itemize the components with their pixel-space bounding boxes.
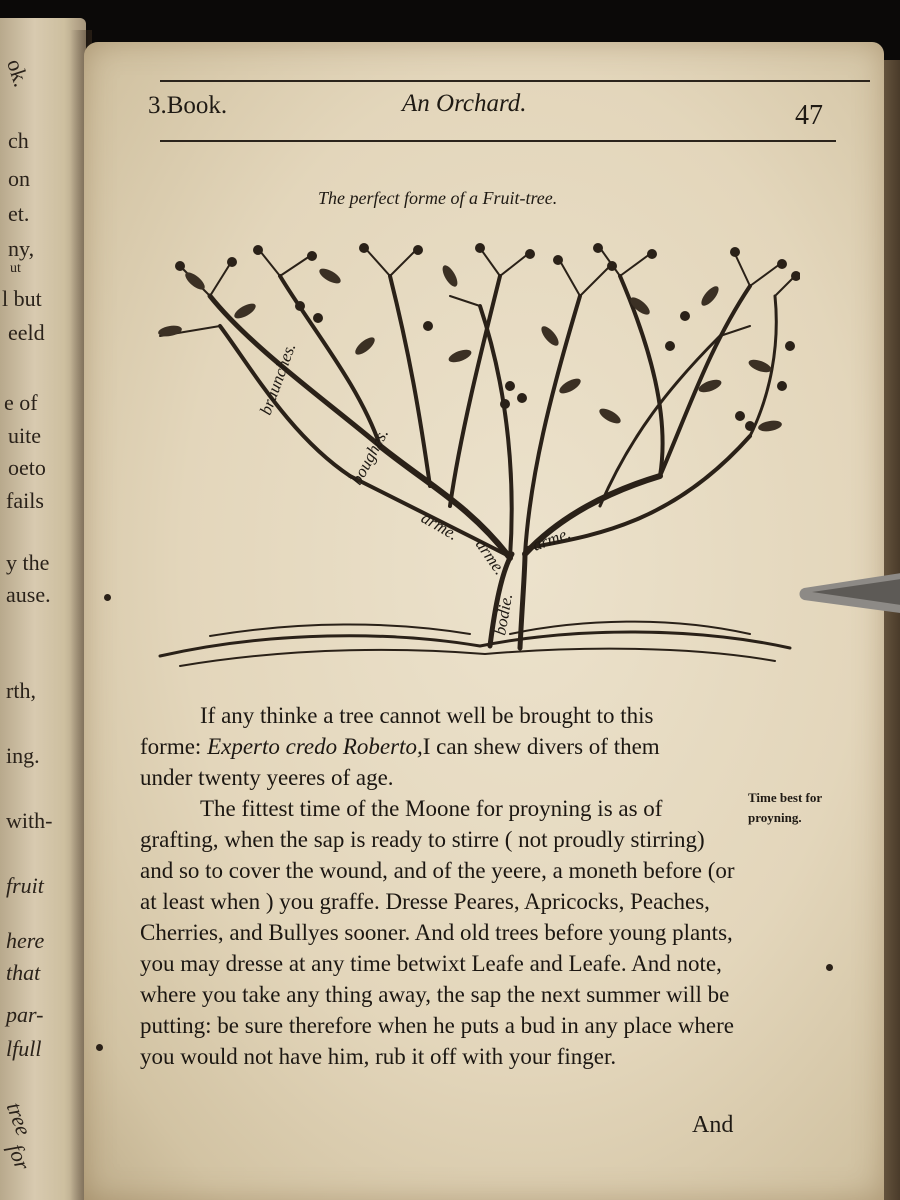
- left-page-fragment: tree: [1, 1098, 37, 1139]
- left-page-fragment: ause.: [6, 582, 51, 607]
- top-rule: [160, 80, 870, 82]
- left-page-fragment: for: [3, 1140, 36, 1174]
- twig: [160, 248, 795, 336]
- left-page-fragment: y the: [6, 550, 50, 575]
- paragraph-2: The fittest time of the Moone for proyning is as of grafting, when the sap is ready to stirre ( not proudly stirring) and so to cover the wound, and of the yeere, a moneth before (or at least when ) you graffe. Dresse Peares, Apricocks, Peaches, Cherries, and Bullyes sooner. And old trees before young plants, you may dresse at any time betwixt Leafe and Leafe. And note, where you take any thing away, the sap the next summer will be putting: be sure therefore when he puts a bud in any place where you would not have him, rub it off with your finger.: [140, 796, 735, 1069]
- ink-speck: [826, 964, 833, 971]
- tree-label-arme-mid: arme.: [471, 535, 510, 579]
- left-page-fragment: lfull: [6, 1036, 42, 1061]
- bough: [390, 276, 430, 486]
- paragraph-1-line-2b: I can shew divers of them: [422, 734, 660, 759]
- margin-note-line-1: Time best for: [748, 790, 823, 805]
- left-page-fragment: ing.: [6, 743, 40, 768]
- left-page-fragment: that: [6, 960, 41, 985]
- bough: [210, 296, 380, 446]
- left-page-fragment: ut: [10, 261, 21, 276]
- root-line: [180, 649, 775, 666]
- paragraph-1-line-1: If any thinke a tree cannot well be brought to this: [200, 703, 654, 728]
- paragraph-1-line-2a: forme:: [140, 734, 208, 759]
- running-head-book: 3.Book.: [148, 92, 228, 119]
- root-line: [210, 624, 470, 636]
- tree-label-arme-right: arme.: [529, 523, 574, 555]
- left-page-fragment: on: [8, 166, 30, 191]
- trunk-outline: [520, 554, 525, 648]
- running-head-title: An Orchard.: [402, 90, 527, 117]
- fruit-tree-woodcut: [150, 236, 800, 676]
- page-holder-clip: [798, 568, 900, 618]
- body-text: [140, 700, 780, 1072]
- left-page-fragment: eeld: [8, 320, 45, 345]
- left-page-fragment: par-: [6, 1002, 44, 1027]
- left-page-fragment: with-: [6, 808, 53, 833]
- bough: [450, 276, 500, 506]
- left-page-fragment: fails: [6, 488, 44, 513]
- left-page-fragment: ny,: [8, 236, 35, 261]
- head-rule: [160, 140, 836, 142]
- left-page-fragment: l but: [2, 286, 42, 311]
- left-page-fragment: ok.: [2, 55, 35, 90]
- bough: [660, 286, 750, 476]
- tree-label-braunches: braunches.: [255, 340, 300, 418]
- left-page-fragment: oeto: [8, 455, 46, 480]
- left-page-fragment: rth,: [6, 678, 36, 703]
- paragraph-1-line-3: under twenty yeeres of age.: [140, 765, 394, 790]
- margin-note-line-2: proyning.: [748, 810, 802, 825]
- left-page-fragment: uite: [8, 423, 41, 448]
- catchword: And: [692, 1112, 734, 1138]
- margin-note: [748, 788, 868, 828]
- left-page-fragment: e of: [4, 390, 38, 415]
- tree-label-bodie: bodie.: [490, 592, 517, 637]
- left-page-fragment: ch: [8, 128, 29, 153]
- bough: [280, 276, 380, 446]
- paragraph-1: [140, 700, 780, 793]
- left-page-fragment: fruit: [6, 873, 44, 898]
- left-page-fragment: here: [6, 928, 45, 953]
- figure-caption: The perfect forme of a Fruit-tree.: [318, 188, 558, 208]
- left-page-fragment: et.: [8, 201, 30, 226]
- tree-label-boughes: boughes.: [346, 425, 393, 488]
- ink-speck: [104, 594, 111, 601]
- tree-label-arme-left: arme.: [418, 508, 462, 545]
- ink-speck: [96, 1044, 103, 1051]
- latin-phrase: Experto credo Roberto,: [207, 734, 423, 759]
- page-number: 47: [795, 100, 823, 131]
